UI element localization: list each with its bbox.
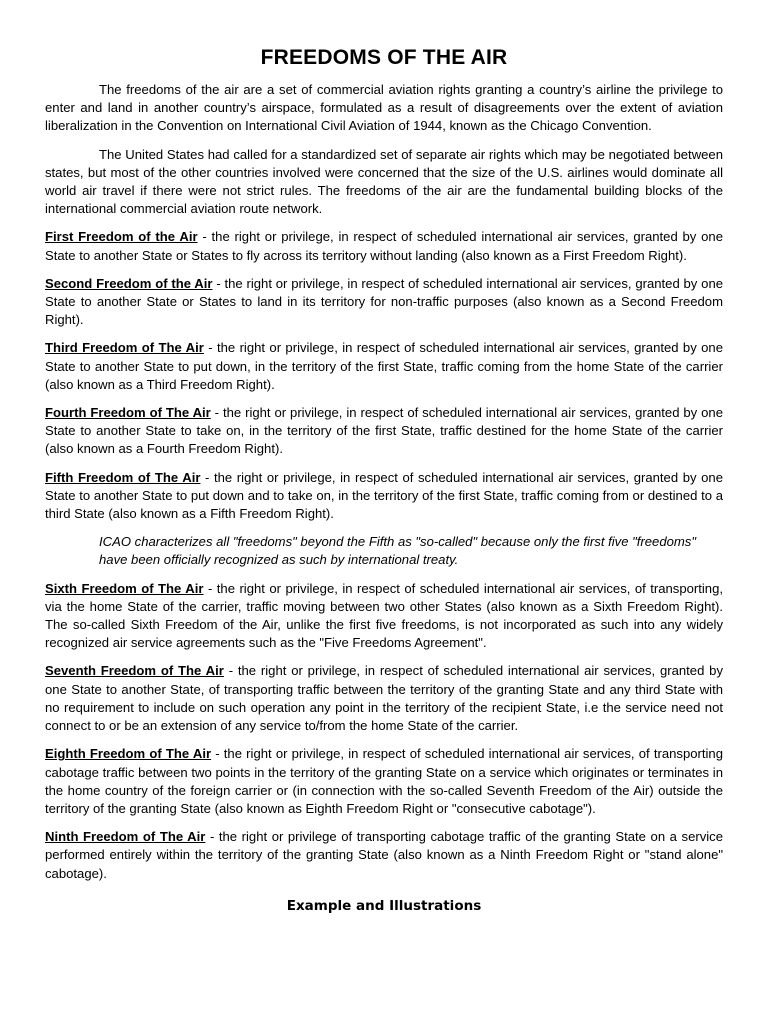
ninth-freedom-definition: - the right or privilege of transporting cabotage traffic of the granting State on a service performed entirely within the territory of the granting State (also known as a Ninth Freedom Right or "stand alone" cabotage). bbox=[45, 829, 723, 881]
second-freedom-definition: - the right or privilege, in respect of scheduled international air services, granted by one State to another State or States to land in its territory for non-traffic purposes (also known as a Second Freedom Right). bbox=[45, 275, 724, 328]
first-freedom-paragraph bbox=[45, 228, 723, 264]
third-freedom-definition: - the right or privilege, in respect of scheduled international air services, granted by one State to another State to put down, in the territory of the first State, traffic coming from the home State of the carrier (also known as a Third Freedom Right). bbox=[45, 340, 723, 392]
sixth-freedom-term: Sixth Freedom of The Air bbox=[45, 580, 204, 596]
first-freedom-definition: - the right or privilege, in respect of scheduled international air services, granted by one State to another State or States to fly across its territory without landing (also known as a First Freedom Right). bbox=[45, 229, 723, 263]
ninth-freedom-term: Ninth Freedom of The Air bbox=[45, 829, 206, 845]
sixth-freedom-definition: - the right or privilege, in respect of scheduled international air services, of transporting, via the home State of the carrier, traffic moving between two other States (also known as a Sixth Freedom Right). The so-called Sixth Freedom of the Air, unlike the first five freedoms, is not incorporated as such into any widely recognized air service agreements such as the "Five Freedoms Agreement". bbox=[45, 580, 723, 651]
document-page bbox=[45, 46, 723, 925]
seventh-freedom-definition: - the right or privilege, in respect of scheduled international air services, granted by one State to another State, of transporting traffic between the territory of the granting State and any third State with no requirement to include on such operation any point in the territory of the recipient State, i.e the service need not connect to or be an extension of any service to/from the home State of the carrier. bbox=[45, 663, 724, 734]
fifth-freedom-term: Fifth Freedom of The Air bbox=[45, 469, 201, 485]
ninth-freedom-paragraph bbox=[45, 828, 723, 883]
third-freedom-term: Third Freedom of The Air bbox=[45, 340, 204, 356]
third-freedom-paragraph bbox=[45, 339, 723, 394]
sixth-freedom-paragraph bbox=[45, 580, 723, 653]
icao-note: ICAO characterizes all "freedoms" beyond the Fifth as "so-called" because only the first five "freedoms" have been officially recognized as such by international treaty. bbox=[99, 534, 697, 568]
eighth-freedom-paragraph bbox=[45, 745, 723, 818]
section-heading: Example and Illustrations bbox=[286, 897, 482, 914]
intro-paragraph-1: The freedoms of the air are a set of commercial aviation rights granting a country’s airline the privilege to enter and land in another country’s airspace, formulated as a result of disagreements over the extent of aviation liberalization in the Convention on International Civil Aviation of 1944, known as the Chicago Convention. bbox=[45, 82, 723, 134]
second-freedom-paragraph bbox=[45, 275, 723, 330]
fourth-freedom-paragraph bbox=[45, 404, 723, 459]
page-title: FREEDOMS OF THE AIR bbox=[260, 46, 508, 69]
seventh-freedom-paragraph bbox=[45, 662, 723, 735]
fourth-freedom-term: Fourth Freedom of The Air bbox=[45, 405, 211, 421]
second-freedom-term: Second Freedom of the Air bbox=[45, 275, 213, 291]
eighth-freedom-definition: - the right or privilege, in respect of scheduled international air services, of transporting cabotage traffic between two points in the territory of the granting State on a service which originates or terminates in the home country of the foreign carrier or (in connection with the so-called Seventh Freedom of the Air) outside the territory of the granting State (also known as Eighth Freedom Right or "consecutive cabotage"). bbox=[45, 746, 723, 816]
first-freedom-term: First Freedom of the Air bbox=[45, 229, 198, 245]
fifth-freedom-definition: - the right or privilege, in respect of scheduled international air services, granted by one State to another State to put down and to take on, in the territory of the first State, traffic coming from or destined to a third State (also known as a Fifth Freedom Right). bbox=[45, 469, 723, 522]
fourth-freedom-definition: - the right or privilege, in respect of scheduled international air services, granted by one State to another State to take on, in the territory of the first State, traffic destined for the home State of the carrier (also known as a Fourth Freedom Right). bbox=[45, 405, 723, 457]
seventh-freedom-term: Seventh Freedom of The Air bbox=[45, 663, 224, 679]
eighth-freedom-term: Eighth Freedom of The Air bbox=[45, 746, 212, 762]
fifth-freedom-paragraph bbox=[45, 469, 723, 524]
intro-paragraph-2: The United States had called for a standardized set of separate air rights which may be negotiated between states, but most of the other countries involved were concerned that the size of the U.S. airlines would dominate all world air travel if there were not strict rules. The freedoms of the air are the fundamental building blocks of the international commercial aviation route network. bbox=[45, 146, 723, 217]
